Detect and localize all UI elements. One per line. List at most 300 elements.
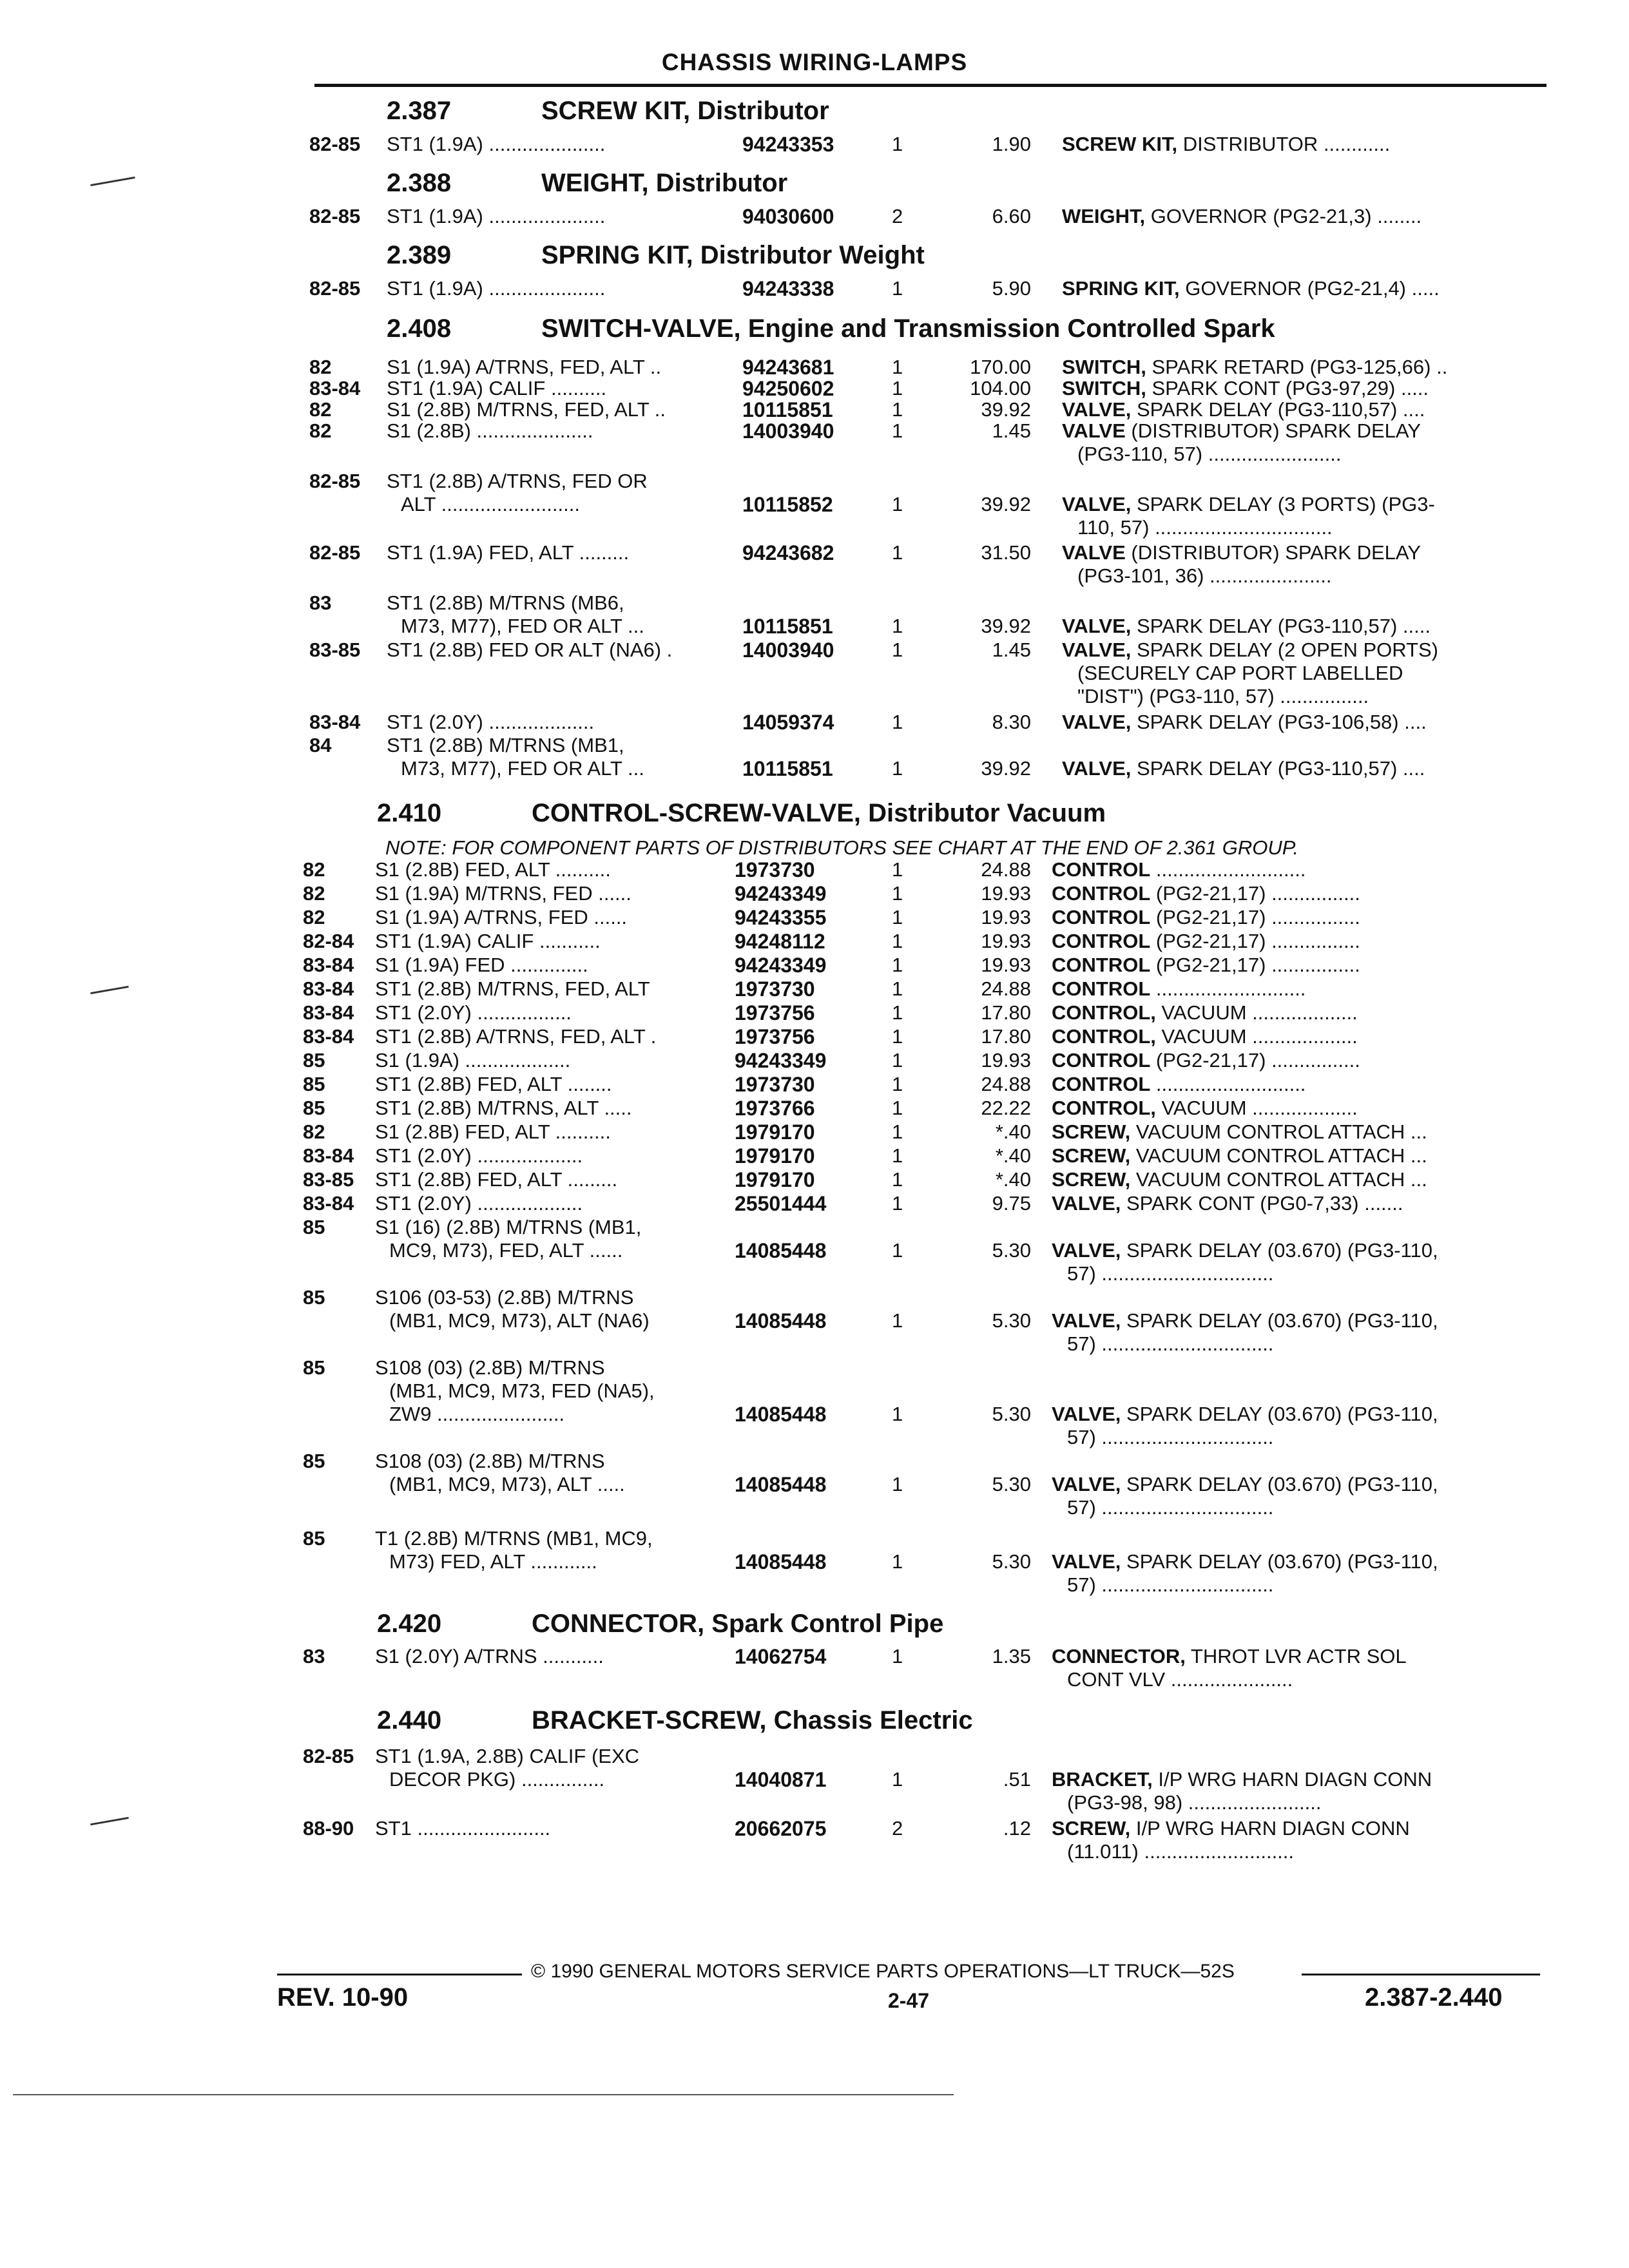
description-keyword: BRACKET, [1052,1768,1153,1791]
part-number: 94243349 [735,954,827,977]
description-keyword: CONTROL [1052,954,1151,976]
quantity: 1 [892,615,903,637]
description-text: (PG2-21,17) ................ [1150,1049,1360,1072]
description [1052,1144,1427,1168]
description-keyword: VALVE, [1052,1309,1121,1332]
quantity: 1 [892,757,903,780]
application: ST1 (2.0Y) ................... [375,1144,583,1167]
part-number: 14085448 [735,1473,827,1496]
part-number: 14085448 [735,1403,827,1426]
model-year: 85 [303,1356,325,1379]
application: S1 (2.8B) FED, ALT .......... [375,1120,611,1143]
price: 19.93 [981,930,1031,952]
model-year: 82 [303,1120,325,1143]
price: 5.30 [992,1239,1031,1262]
model-year: 82-85 [309,205,361,227]
description-text: SPARK DELAY (03.670) (PG3-110, [1121,1309,1438,1332]
part-number: 1973756 [735,1025,815,1048]
description: 57) ............................... [1067,1426,1274,1448]
description [1052,977,1306,1001]
model-year: 84 [309,734,332,756]
model-year: 82 [303,906,325,928]
section-number: 2.410 [377,799,442,827]
price: 19.93 [981,1049,1031,1072]
quantity: 1 [892,1645,903,1667]
part-number: 1973766 [735,1097,815,1120]
quantity: 1 [892,858,903,881]
part-number: 1979170 [735,1168,815,1191]
footer-section-range: 2.387-2.440 [1365,1983,1503,2012]
application: ST1 (2.8B) M/TRNS, ALT ..... [375,1097,632,1119]
part-number: 1973756 [735,1001,815,1024]
quantity: 2 [892,205,903,227]
description-text: SPARK DELAY (PG3-106,58) .... [1131,711,1427,733]
part-number: 20662075 [735,1817,827,1840]
application: ST1 (2.0Y) ................. [375,1001,572,1024]
model-year: 83 [303,1645,325,1667]
description [1062,541,1421,564]
application: S108 (03) (2.8B) M/TRNS [375,1450,605,1472]
model-year: 82 [309,398,332,421]
model-year: 82-85 [309,277,361,300]
description-text: SPARK DELAY (PG3-110,57) ..... [1131,615,1431,637]
description [1052,1817,1410,1840]
model-year: 82-85 [309,541,361,564]
bottom-rule [13,2094,954,2095]
description [1052,1550,1438,1573]
part-number: 94030600 [742,205,834,228]
price: *.40 [995,1144,1031,1167]
description-keyword: WEIGHT, [1062,205,1146,227]
quantity: 1 [892,1768,903,1791]
part-number: 14085448 [735,1550,827,1573]
application: M73) FED, ALT ............ [389,1550,597,1573]
description-text: (PG2-21,17) ................ [1150,882,1360,905]
quantity: 1 [892,1025,903,1048]
page-title: CHASSIS WIRING-LAMPS [661,49,968,75]
description-keyword: VALVE [1062,541,1126,564]
description: (11.011) ........................... [1067,1840,1295,1863]
description-text: DISTRIBUTOR ............ [1177,133,1391,155]
description: (PG3-101, 36) ...................... [1077,564,1332,587]
description-keyword: CONTROL [1052,1073,1151,1095]
price: *.40 [995,1120,1031,1143]
price: 8.30 [992,711,1031,733]
description: "DIST") (PG3-110, 57) ................ [1077,685,1369,707]
section-title: SPRING KIT, Distributor Weight [541,241,925,269]
application: ST1 (2.8B) A/TRNS, FED, ALT . [375,1025,657,1048]
description-text: SPARK DELAY (2 OPEN PORTS) [1131,639,1438,661]
price: 19.93 [981,906,1031,928]
description-text: I/P WRG HARN DIAGN CONN [1152,1768,1432,1791]
model-year: 83-84 [303,1001,354,1024]
application: DECOR PKG) ............... [389,1768,605,1791]
footer-page-number: 2-47 [888,1989,930,2012]
price: 22.22 [981,1097,1031,1119]
application: (MB1, MC9, M73, FED (NA5), [389,1379,655,1402]
section-number: 2.408 [387,314,452,343]
price: 1.45 [992,639,1031,661]
price: 39.92 [981,398,1031,421]
application: ST1 (2.8B) M/TRNS, FED, ALT [375,977,650,1000]
section-title: CONNECTOR, Spark Control Pipe [532,1610,944,1638]
part-number: 94243349 [735,882,827,905]
application: ST1 (1.9A) FED, ALT ......... [387,541,630,564]
part-number: 94243338 [742,277,834,300]
quantity: 1 [892,1403,903,1425]
description [1062,377,1429,400]
part-number: 1979170 [735,1120,815,1144]
price: 5.30 [992,1473,1031,1495]
application: ST1 (1.9A, 2.8B) CALIF (EXC [375,1745,640,1767]
description [1062,277,1440,300]
description-keyword: SWITCH, [1062,356,1146,378]
description: 57) ............................... [1067,1496,1274,1519]
model-year: 85 [303,1049,325,1072]
description-text: SPARK DELAY (03.670) (PG3-110, [1121,1239,1438,1262]
description-keyword: VALVE, [1062,398,1132,421]
application: S106 (03-53) (2.8B) M/TRNS [375,1286,634,1309]
part-number: 94243682 [742,541,834,564]
description-text: (DISTRIBUTOR) SPARK DELAY [1125,419,1421,442]
application: M73, M77), FED OR ALT ... [401,757,644,780]
model-year: 88-90 [303,1817,354,1840]
description-text: GOVERNOR (PG2-21,4) ..... [1179,277,1440,300]
description-text: VACUUM CONTROL ATTACH ... [1130,1120,1427,1143]
part-number: 14085448 [735,1309,827,1332]
part-number: 94243353 [742,133,834,156]
part-number: 10115851 [742,615,833,638]
description-keyword: CONTROL [1052,906,1151,928]
description-keyword: VALVE, [1062,615,1132,637]
quantity: 1 [892,493,903,515]
price: 17.80 [981,1001,1031,1024]
description [1052,1001,1358,1024]
description [1052,1168,1427,1191]
description-text: SPARK DELAY (03.670) (PG3-110, [1121,1403,1438,1425]
application: S1 (2.8B) FED, ALT .......... [375,858,611,881]
model-year: 82 [303,858,325,881]
description-keyword: VALVE, [1062,639,1132,661]
description-text: SPARK CONT (PG0-7,33) ....... [1121,1192,1403,1215]
description-keyword: SCREW, [1052,1144,1131,1167]
model-year: 83-84 [303,1144,354,1167]
description-keyword: CONTROL [1052,882,1151,905]
description-keyword: CONTROL [1052,858,1151,881]
quantity: 1 [892,1192,903,1215]
description-keyword: VALVE, [1052,1550,1121,1573]
description-text: SPARK DELAY (03.670) (PG3-110, [1121,1550,1438,1573]
part-number: 94243349 [735,1049,827,1072]
model-year: 85 [303,1450,325,1472]
application: ZW9 ....................... [389,1403,565,1425]
application: ST1 (2.0Y) ................... [375,1192,583,1215]
description: 57) ............................... [1067,1332,1274,1355]
part-number: 14062754 [735,1645,827,1668]
application: S1 (16) (2.8B) M/TRNS (MB1, [375,1216,642,1238]
description [1052,930,1360,953]
price: .51 [1003,1768,1031,1791]
model-year: 83-84 [303,954,354,976]
description-text: ........................... [1150,858,1306,881]
description-text: (PG2-21,17) ................ [1150,930,1360,952]
price: 1.35 [992,1645,1031,1667]
description-text: (DISTRIBUTOR) SPARK DELAY [1125,541,1421,564]
part-number: 10115851 [742,398,833,421]
part-number: 10115852 [742,493,833,516]
description: 110, 57) ................................ [1077,516,1333,539]
description [1062,356,1447,379]
price: 9.75 [992,1192,1031,1215]
model-year: 85 [303,1073,325,1095]
application: ST1 (1.9A) CALIF .......... [387,377,607,399]
quantity: 2 [892,1817,903,1840]
description-text: ........................... [1150,1073,1306,1095]
model-year: 85 [303,1216,325,1238]
application: (MB1, MC9, M73), ALT (NA6) [389,1309,650,1332]
description [1052,1073,1306,1096]
application: ST1 (1.9A) ..................... [387,133,606,155]
description-text: VACUUM ................... [1155,1025,1358,1048]
application: ST1 (2.8B) FED, ALT ......... [375,1168,618,1191]
description-keyword: SCREW, [1052,1120,1131,1143]
description [1052,1768,1432,1791]
price: 39.92 [981,757,1031,780]
part-number: 14059374 [742,711,834,734]
price: 104.00 [970,377,1031,399]
section-title: BRACKET-SCREW, Chassis Electric [532,1706,973,1735]
price: 5.30 [992,1550,1031,1573]
price: 19.93 [981,882,1031,905]
description-keyword: CONTROL [1052,930,1151,952]
description: (PG3-98, 98) ........................ [1067,1791,1322,1814]
quantity: 1 [892,711,903,733]
model-year: 83-84 [309,711,361,733]
model-year: 83-84 [303,1192,354,1215]
description-keyword: CONTROL, [1052,1097,1156,1119]
price: 1.90 [992,133,1031,155]
description-text: SPARK DELAY (PG3-110,57) .... [1131,398,1425,421]
application: S1 (1.9A) M/TRNS, FED ...... [375,882,631,905]
description [1052,1239,1438,1262]
description [1062,493,1435,516]
description-text: ........................... [1150,977,1306,1000]
description [1052,1120,1427,1144]
description [1062,615,1431,638]
application: ST1 (2.8B) M/TRNS (MB1, [387,734,624,756]
description-text: SPARK CONT (PG3-97,29) ..... [1146,377,1429,399]
section-number: 2.387 [387,97,452,125]
application: ST1 (2.8B) FED OR ALT (NA6) . [387,639,673,661]
price: 17.80 [981,1025,1031,1048]
application: T1 (2.8B) M/TRNS (MB1, MC9, [375,1527,653,1550]
footer-copyright: © 1990 GENERAL MOTORS SERVICE PARTS OPERATIONS—LT TRUCK—52S [531,1961,1235,1982]
part-number: 94243355 [735,906,827,929]
description-keyword: SCREW, [1052,1168,1131,1191]
application: ST1 (1.9A) CALIF ........... [375,930,601,952]
description [1062,205,1422,228]
quantity: 1 [892,1049,903,1072]
quantity: 1 [892,906,903,928]
section-number: 2.389 [387,241,452,269]
quantity: 1 [892,1168,903,1191]
part-number: 1979170 [735,1144,815,1168]
part-number: 14003940 [742,419,834,443]
application: M73, M77), FED OR ALT ... [401,615,644,637]
description-keyword: CONTROL [1052,1049,1151,1072]
footer-revision: REV. 10-90 [277,1983,409,2012]
model-year: 82-85 [303,1745,354,1767]
section-number: 2.420 [377,1610,442,1638]
quantity: 1 [892,1239,903,1262]
model-year: 85 [303,1097,325,1119]
application: ST1 (2.8B) FED, ALT ........ [375,1073,612,1095]
part-number: 25501444 [735,1192,827,1215]
description-keyword: VALVE, [1062,493,1132,515]
description-text: SPARK DELAY (3 PORTS) (PG3- [1131,493,1435,515]
description [1062,757,1425,780]
description-keyword: SCREW, [1052,1817,1131,1840]
description-keyword: VALVE, [1052,1403,1121,1425]
quantity: 1 [892,398,903,421]
part-number: 14040871 [735,1768,827,1791]
price: *.40 [995,1168,1031,1191]
model-year: 83-84 [309,377,361,399]
description: CONT VLV ...................... [1067,1668,1293,1691]
price: 5.30 [992,1309,1031,1332]
description-keyword: CONTROL, [1052,1001,1156,1024]
price: 19.93 [981,954,1031,976]
model-year: 82-85 [309,133,361,155]
price: 1.45 [992,419,1031,442]
model-year: 83-84 [303,977,354,1000]
description-keyword: VALVE, [1062,757,1132,780]
quantity: 1 [892,277,903,300]
part-number: 94243681 [742,356,834,379]
description-text: VACUUM CONTROL ATTACH ... [1130,1168,1427,1191]
description [1052,858,1306,881]
part-number: 14085448 [735,1239,827,1262]
model-year: 82-85 [309,470,361,492]
footer-rule-right [1302,1974,1540,1975]
description [1062,419,1421,443]
description-keyword: SPRING KIT, [1062,277,1180,300]
description-text: THROT LVR ACTR SOL [1185,1645,1407,1667]
description-text: VACUUM CONTROL ATTACH ... [1130,1144,1427,1167]
description [1062,711,1427,734]
description-text: VACUUM ................... [1155,1001,1358,1024]
quantity: 1 [892,356,903,378]
section-title: SWITCH-VALVE, Engine and Transmission Controlled Spark [541,314,1275,343]
section-title: WEIGHT, Distributor [541,169,788,197]
description-text: (PG2-21,17) ................ [1150,954,1360,976]
model-year: 85 [303,1527,325,1550]
quantity: 1 [892,377,903,399]
description [1052,1025,1358,1048]
description [1052,1473,1438,1496]
quantity: 1 [892,1144,903,1167]
application: ST1 ........................ [375,1817,551,1840]
price: 5.90 [992,277,1031,300]
model-year: 82 [309,419,332,442]
description-text: GOVERNOR (PG2-21,3) ........ [1145,205,1422,227]
model-year: 83 [309,591,332,614]
application: ST1 (2.8B) M/TRNS (MB6, [387,591,624,614]
description [1062,133,1390,156]
application: S1 (1.9A) A/TRNS, FED ...... [375,906,628,928]
quantity: 1 [892,133,903,155]
description-text: (PG2-21,17) ................ [1150,906,1360,928]
description-text: SPARK DELAY (03.670) (PG3-110, [1121,1473,1438,1495]
quantity: 1 [892,954,903,976]
footer-rule-left [277,1974,522,1975]
description [1062,639,1438,662]
model-year: 82 [309,356,332,378]
quantity: 1 [892,1097,903,1119]
section-title: SCREW KIT, Distributor [541,97,829,125]
model-year: 83-84 [303,1025,354,1048]
section-note: NOTE: FOR COMPONENT PARTS OF DISTRIBUTORS SEE CHART AT THE END OF 2.361 GROUP. [385,836,1299,859]
description [1052,1049,1360,1072]
application: S1 (2.0Y) A/TRNS ........... [375,1645,604,1667]
quantity: 1 [892,1001,903,1024]
description-keyword: CONNECTOR, [1052,1645,1186,1667]
price: 39.92 [981,493,1031,515]
description: 57) ............................... [1067,1262,1274,1285]
application: ST1 (2.0Y) ................... [387,711,595,733]
part-number: 1973730 [735,977,815,1001]
section-number: 2.440 [377,1706,442,1735]
description-text: SPARK DELAY (PG3-110,57) .... [1131,757,1425,780]
quantity: 1 [892,1309,903,1332]
application: MC9, M73), FED, ALT ...... [389,1239,623,1262]
description-keyword: VALVE, [1052,1473,1121,1495]
quantity: 1 [892,541,903,564]
description: (PG3-110, 57) ........................ [1077,443,1342,465]
price: 24.88 [981,977,1031,1000]
description-keyword: CONTROL, [1052,1025,1156,1048]
application: ST1 (2.8B) A/TRNS, FED OR [387,470,648,492]
application: S1 (1.9A) A/TRNS, FED, ALT .. [387,356,662,378]
model-year: 83-85 [309,639,361,661]
description-keyword: SWITCH, [1062,377,1146,399]
application: ST1 (1.9A) ..................... [387,277,606,300]
description-text: SPARK RETARD (PG3-125,66) .. [1146,356,1448,378]
application: S108 (03) (2.8B) M/TRNS [375,1356,605,1379]
price: 6.60 [992,205,1031,227]
price: 39.92 [981,615,1031,637]
description-text: I/P WRG HARN DIAGN CONN [1130,1817,1410,1840]
quantity: 1 [892,977,903,1000]
application: S1 (1.9A) ................... [375,1049,571,1072]
section-title: CONTROL-SCREW-VALVE, Distributor Vacuum [532,799,1106,827]
quantity: 1 [892,1550,903,1573]
application: S1 (1.9A) FED .............. [375,954,588,976]
section-number: 2.388 [387,169,452,197]
description: 57) ............................... [1067,1573,1274,1596]
description-keyword: SCREW KIT, [1062,133,1178,155]
part-number: 10115851 [742,757,833,780]
part-number: 94250602 [742,377,834,400]
price: 24.88 [981,858,1031,881]
quantity: 1 [892,1473,903,1495]
description-keyword: VALVE, [1062,711,1132,733]
model-year: 85 [303,1286,325,1309]
quantity: 1 [892,930,903,952]
part-number: 1973730 [735,1073,815,1096]
quantity: 1 [892,419,903,442]
part-number: 1973730 [735,858,815,881]
